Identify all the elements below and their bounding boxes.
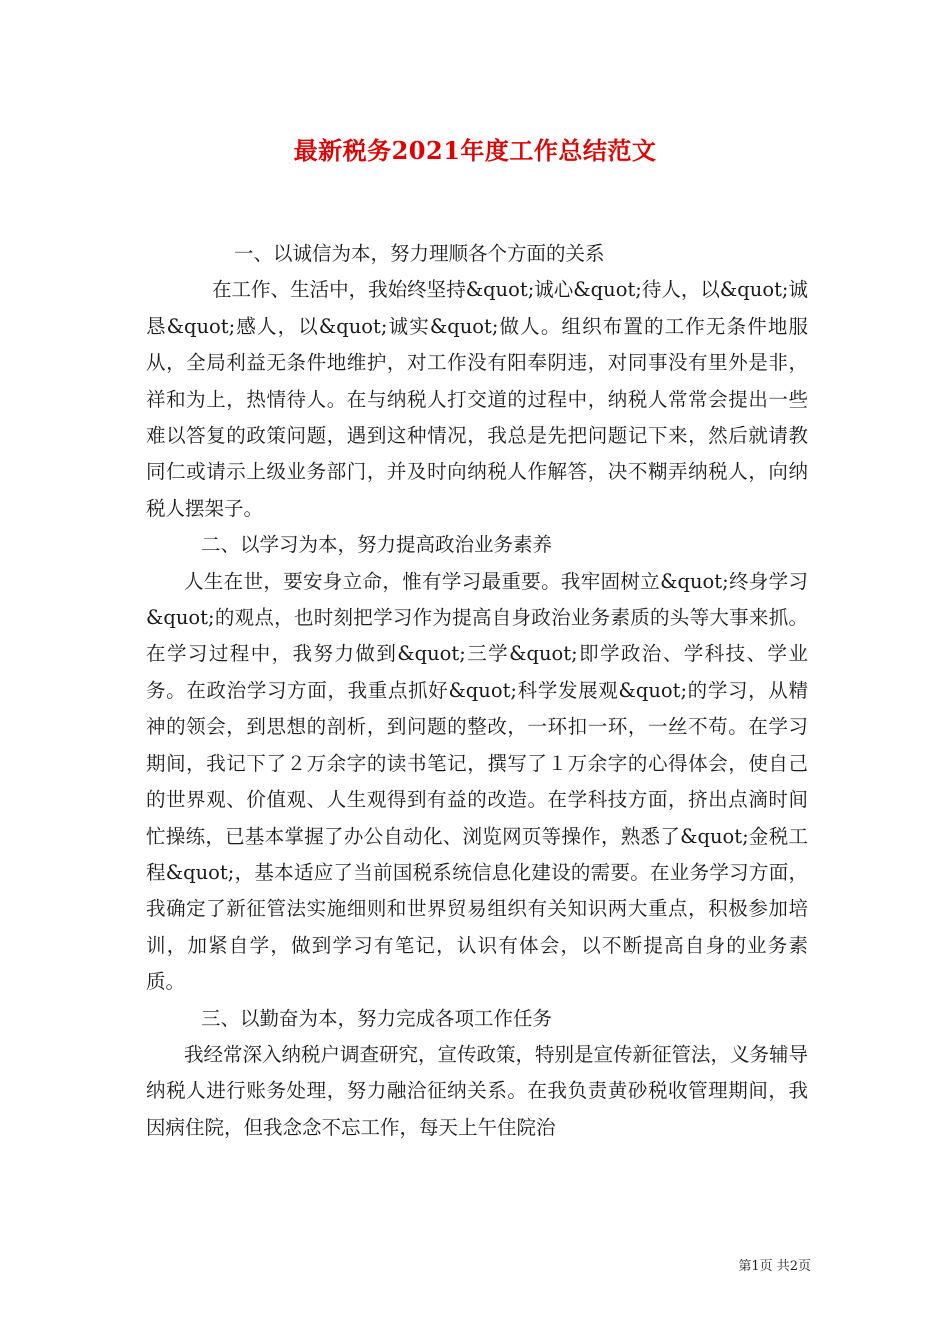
section-paragraph-2: 人生在世，要安身立命，惟有学习最重要。我牢固树立&quot;终身学习&quot;的观点，也时刻把学习作为提高自身政治业务素质的头等大事来抓。在学习过程中，我努力做到&quot;三学&quot;即学政治、学科技、学业务。在政治学习方面，我重点抓好&quot;科学发展观&quot;的学习，从精神的领会，到思想的剖析，到问题的整改，一环扣一环，一丝不苟。在学习期间，我记下了２万余字的读书笔记，撰写了１万余字的心得体会，使自己的世界观、价值观、人生观得到有益的改造。在学科技方面，挤出点滴时间忙操练，已基本掌握了办公自动化、浏览网页等操作，熟悉了&quot;金税工程&quot;，基本适应了当前国税系统信息化建设的需要。在业务学习方面，我确定了新征管法实施细则和世界贸易组织有关知识两大重点，积极参加培训，加紧自学，做到学习有笔记，认识有体会，以不断提高自身的业务素质。 [146,569,808,994]
document-title: 最新税务2021年度工作总结范文 [293,136,657,165]
section-heading-2: 二、以学习为本，努力提高政治业务素养 [201,533,553,557]
section-heading-1: 一、以诚信为本，努力理顺各个方面的关系 [234,242,605,265]
page-number: 第1页 共2页 [738,1259,811,1274]
section-paragraph-3: 我经常深入纳税户调查研究，宣传政策，特别是宣传新征管法，义务辅导纳税人进行账务处理，努力融洽征纳关系。在我负责黄砂税收管理期间，我因病住院，但我念念不忘工作，每天上午住院治 [146,1042,809,1139]
document-body [146,236,808,1146]
section-heading-3: 三、以勤奋为本，努力完成各项工作任务 [201,1006,553,1030]
section-paragraph-1: 在工作、生活中，我始终坚持&quot;诚心&quot;待人，以&quot;诚恳&quot;感人，以&quot;诚实&quot;做人。组织布置的工作无条件地服从，全局利益无条件地维护，对工作没有阳奉阴违，对同事没有里外是非，祥和为上，热情待人。在与纳税人打交道的过程中，纳税人常常会提出一些难以答复的政策问题，遇到这种情况，我总是先把问题记下来，然后就请教同仁或请示上级业务部门，并及时向纳税人作解答，决不糊弄纳税人，向纳税人摆架子。 [146,278,808,520]
